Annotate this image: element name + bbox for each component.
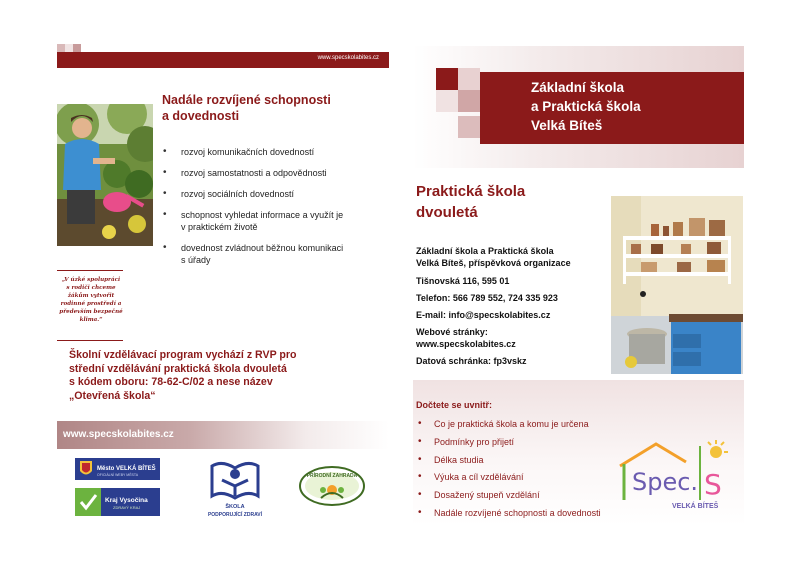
svg-text:S: S <box>704 468 722 501</box>
list-item: • rozvoj samostatnosti a odpovědnosti <box>163 167 343 179</box>
list-item: • rozvoj komunikačních dovedností <box>163 146 343 158</box>
svg-text:OFICIÁLNÍ WEBY MĚSTA: OFICIÁLNÍ WEBY MĚSTA <box>97 473 139 477</box>
bottom-url: www.specskolabites.cz <box>63 429 174 440</box>
school-title: Základní škola a Praktická škola Velká Bíteš <box>531 80 641 133</box>
list-item: • rozvoj sociálních dovedností <box>163 188 343 200</box>
top-url: www.specskolabites.cz <box>317 55 379 61</box>
skills-list <box>163 146 343 266</box>
svg-text:Spec.: Spec. <box>632 468 699 496</box>
inside-list <box>416 417 601 524</box>
skola-podporujici-zdravi-logo <box>200 456 270 520</box>
left-top-bar <box>57 52 389 68</box>
contact-databox: Datová schránka: fp3vskz <box>416 356 527 366</box>
svg-text:PŘÍRODNÍ ZAHRADA: PŘÍRODNÍ ZAHRADA <box>306 473 358 479</box>
svg-text:Kraj Vysočina: Kraj Vysočina <box>105 497 148 504</box>
inside-heading: Dočtete se uvnitř: <box>416 400 493 410</box>
svg-text:PODPORUJÍCÍ ZDRAVÍ: PODPORUJÍCÍ ZDRAVÍ <box>207 512 263 518</box>
svg-text:VELKÁ BÍTEŠ: VELKÁ BÍTEŠ <box>672 503 719 510</box>
quote-text: „V úzké spolupráci s rodiči chceme žákům vytvořit rodinné prostředí a především bezpečné klima.“ <box>59 277 123 323</box>
list-item: • schopnost vyhledat informace a využít je v praktickém životě <box>163 209 343 233</box>
program-title: Praktická škola dvouletá <box>416 183 526 221</box>
quote-rule-top <box>57 270 123 271</box>
prirodni-zahrada-logo <box>299 466 365 506</box>
svg-text:ZDRAVÝ KRAJ: ZDRAVÝ KRAJ <box>113 505 141 510</box>
contact-phone: Telefon: 566 789 552, 724 335 923 <box>416 293 558 303</box>
kraj-vysocina-logo <box>75 488 160 516</box>
contact-email: E-mail: info@specskolabites.cz <box>416 310 551 320</box>
left-bottom-bar <box>57 421 389 449</box>
spec-s-logo <box>616 436 744 512</box>
contact-address: Základní škola a Praktická škola Velká Bíteš, příspěvková organizace <box>416 246 571 268</box>
list-item: • Dosažený stupeň vzdělání <box>416 488 601 506</box>
quote-rule-bottom <box>57 340 123 341</box>
svg-text:ŠKOLA: ŠKOLA <box>225 504 245 510</box>
list-item: • Podmínky pro přijetí <box>416 435 601 453</box>
left-heading-line2: a dovednosti <box>162 109 240 123</box>
svg-text:Město VELKÁ BÍTEŠ: Město VELKÁ BÍTEŠ <box>97 466 156 472</box>
contact-web: Webové stránky: www.specskolabites.cz <box>416 327 516 349</box>
left-heading <box>162 92 382 124</box>
contact-street: Tišnovská 116, 595 01 <box>416 276 510 286</box>
left-heading-line1: Nadále rozvíjené schopnosti <box>162 93 331 107</box>
gardening-photo <box>57 104 153 246</box>
rvp-text: Školní vzdělávací program vychází z RVP pro střední vzdělávání praktická škola dvouletá s kódem oboru: 78-62-C/02 a nese název „Otevřená škola“ <box>69 349 297 402</box>
mesto-velka-bites-logo <box>75 458 160 480</box>
list-item: • dovednost zvládnout běžnou komunikaci s úřady <box>163 242 343 266</box>
list-item: • Výuka a cíl vzdělávání <box>416 470 601 488</box>
classroom-photo <box>611 196 743 374</box>
list-item: • Nadále rozvíjené schopnosti a dovednosti <box>416 506 601 524</box>
list-item: • Délka studia <box>416 453 601 471</box>
list-item: • Co je praktická škola a komu je určena <box>416 417 601 435</box>
